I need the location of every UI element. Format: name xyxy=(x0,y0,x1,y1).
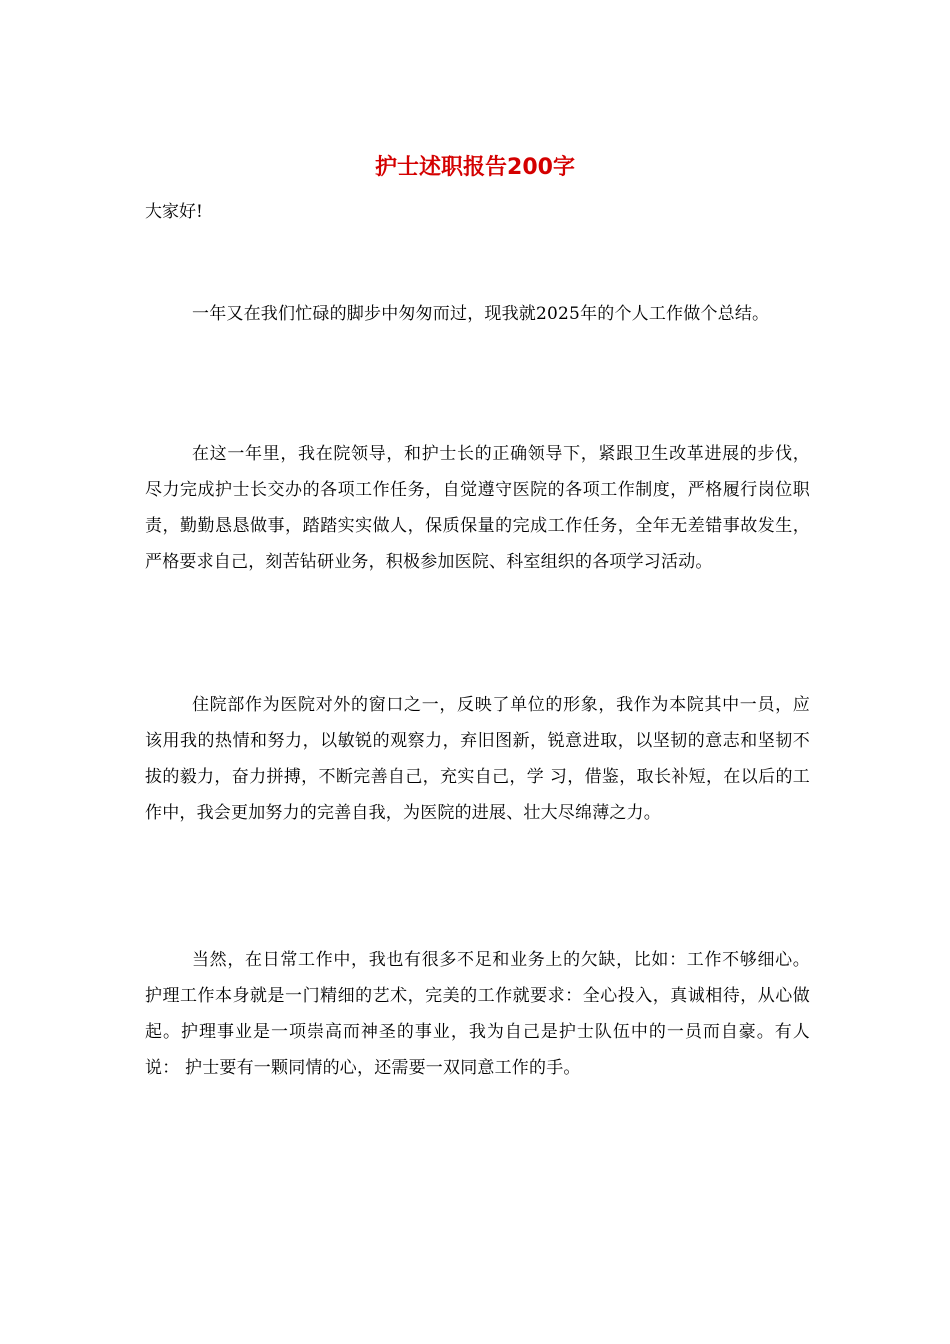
paragraph-4: 当然，在日常工作中，我也有很多不足和业务上的欠缺，比如：工作不够细心。护理工作本身就是一门精细的艺术，完美的工作就要求：全心投入，真诚相待，从心做起。护理事业是一项崇高而神圣的事业，我为自己是护士队伍中的一员而自豪。有人说： 护士要有一颗同情的心，还需要一双同意工作的手。 xyxy=(145,950,810,1078)
paragraph-2: 在这一年里，我在院领导，和护士长的正确领导下，紧跟卫生改革进展的步伐，尽力完成护士长交办的各项工作任务，自觉遵守医院的各项工作制度，严格履行岗位职责，勤勤恳恳做事，踏踏实实做人，保质保量的完成工作任务，全年无差错事故发生，严格要求自己，刻苦钻研业务，积极参加医院、科室组织的各项学习活动。 xyxy=(145,444,810,572)
greeting-text: 大家好! xyxy=(145,202,203,222)
paragraph-1: 一年又在我们忙碌的脚步中匆匆而过，现我就2025年的个人工作做个总结。 xyxy=(192,304,770,324)
document-title: 护士述职报告200字 xyxy=(375,155,575,180)
paragraph-3: 住院部作为医院对外的窗口之一，反映了单位的形象，我作为本院其中一员，应该用我的热情和努力，以敏锐的观察力，弃旧图新，锐意进取，以坚韧的意志和坚韧不拔的毅力，奋力拼搏，不断完善自己，充实自己，学 习，借鉴，取长补短，在以后的工作中，我会更加努力的完善自我，为医院的进展、壮大尽绵薄之力。 xyxy=(145,695,810,823)
